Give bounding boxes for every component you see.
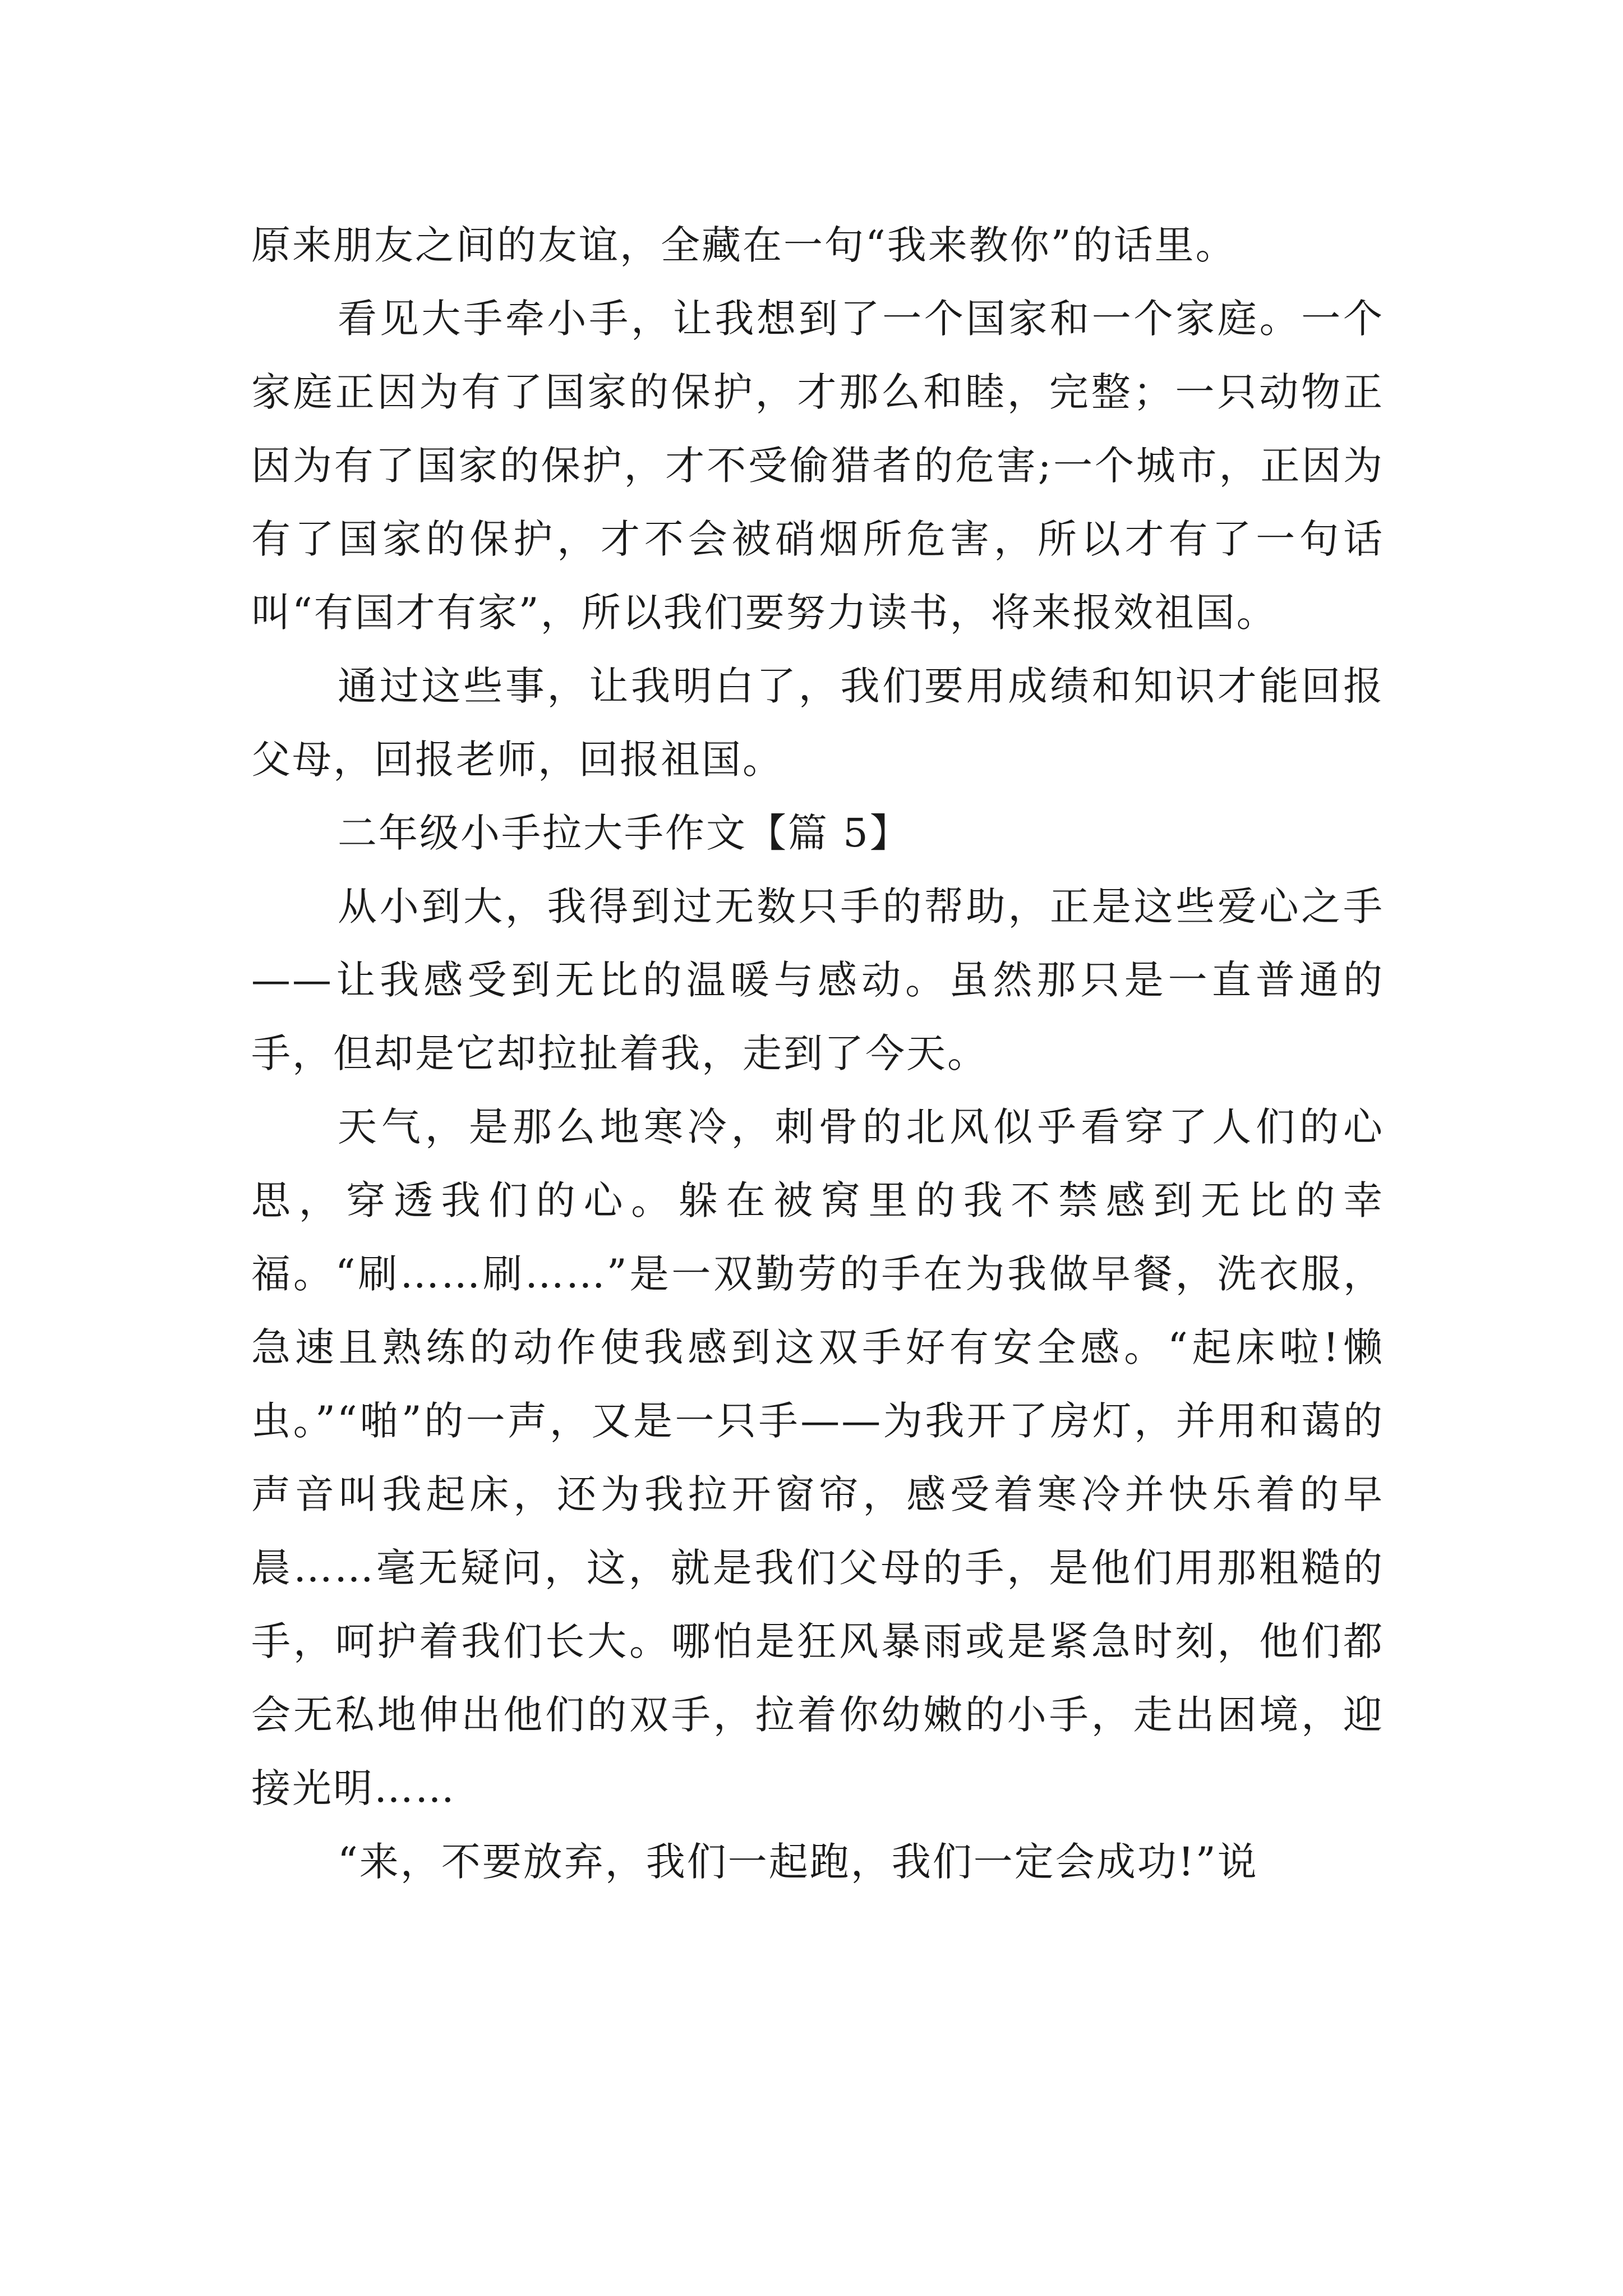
- section-heading: 二年级小手拉大手作文【篇 5】: [338, 810, 911, 856]
- body-text: [251, 209, 1384, 1899]
- paragraph: 天气，是那么地寒冷，刺骨的北风似乎看穿了人们的心思，穿透我们的心。躲在被窝里的我不禁感到无比的幸福。“刷……刷……”是一双勤劳的手在为我做早餐，洗衣服，急速且熟练的动作使我感到这双手好有安全感。“起床啦!懒虫。”“啪”的一声，又是一只手——为我开了房灯，并用和蔼的声音叫我起床，还为我拉开窗帘，感受着寒冷并快乐着的早晨……毫无疑问，这，就是我们父母的手，是他们用那粗糙的手，呵护着我们长大。哪怕是狂风暴雨或是紧急时刻，他们都会无私地伸出他们的双手，拉着你幼嫩的小手，走出困境，迎接光明……: [251, 1104, 1384, 1811]
- paragraph: 从小到大，我得到过无数只手的帮助，正是这些爱心之手——让我感受到无比的温暖与感动。虽然那只是一直普通的手，但却是它却拉扯着我，走到了今天。: [251, 884, 1384, 1076]
- paragraph: “来，不要放弃，我们一起跑，我们一定会成功!”说: [338, 1839, 1258, 1885]
- paragraph: 看见大手牵小手，让我想到了一个国家和一个家庭。一个家庭正因为有了国家的保护，才那么和睦，完整；一只动物正因为有了国家的保护，才不受偷猎者的危害;一个城市，正因为有了国家的保护，才不会被硝烟所危害，所以才有了一句话叫“有国才有家”，所以我们要努力读书，将来报效祖国。: [251, 296, 1384, 636]
- paragraph-continuation: 原来朋友之间的友谊，全藏在一句“我来教你”的话里。: [251, 222, 1237, 268]
- paragraph: 通过这些事，让我明白了，我们要用成绩和知识才能回报父母，回报老师，回报祖国。: [251, 663, 1384, 783]
